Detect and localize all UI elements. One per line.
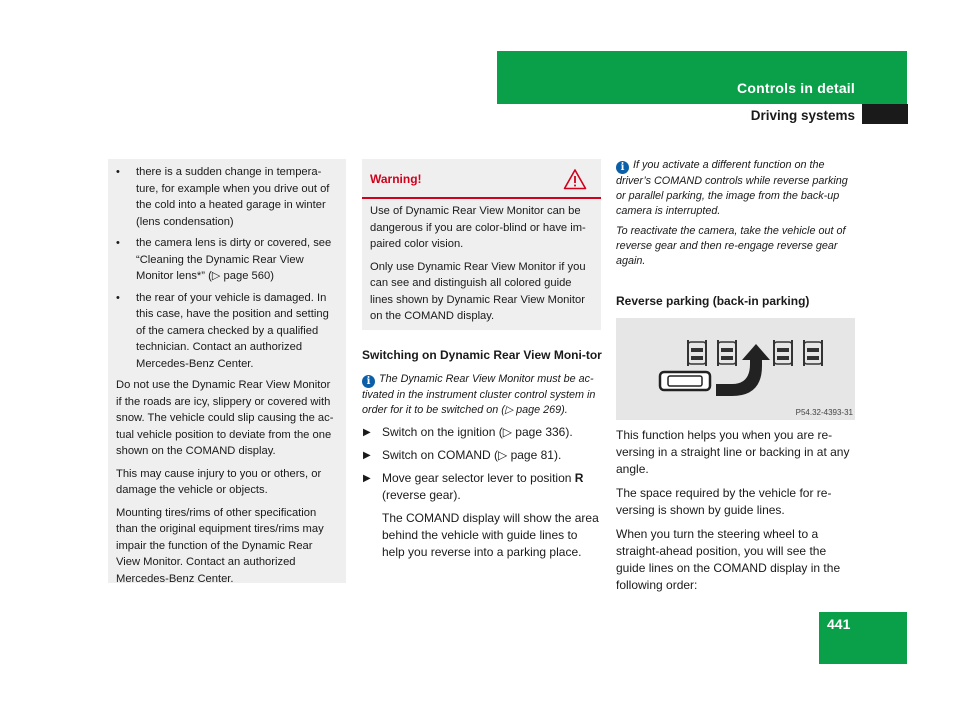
info-note: i If you activate a different function on the driver’s COMAND controls while reverse parking or parallel parking, the image from the back-up camera is interrupted. (616, 159, 848, 217)
section-title: Controls in detail (737, 80, 855, 96)
step-arrow-icon: ▶ (363, 450, 371, 461)
list-item: • the camera lens is dirty or covered, see “Cleaning the Dynamic Rear View Monitor lens*” (▷ page 560) (116, 237, 332, 282)
section-heading: Switching on Dynamic Rear View Moni-tor (362, 348, 602, 362)
page-number-box (819, 612, 907, 664)
step-arrow-icon: ▶ (363, 473, 371, 484)
info-icon: i (616, 161, 629, 174)
bullet-icon: • (116, 237, 120, 249)
info-icon: i (362, 375, 375, 388)
paragraph: Only use Dynamic Rear View Monitor if you can see and distinguish all colored guide lines shown by Dynamic Rear View Monitor on the COMAND display. (370, 260, 586, 322)
paragraph: The space required by the vehicle for re-versing is shown by guide lines. (616, 486, 832, 517)
section-heading: Reverse parking (back-in parking) (616, 294, 810, 308)
step-item: ▶ Move gear selector lever to position R (reverse gear). (363, 471, 584, 502)
switching-on-section (362, 347, 602, 561)
step-item: ▶ Switch on the ignition (▷ page 336). (363, 425, 573, 439)
subsection-marker (862, 104, 908, 124)
list-item: • there is a sudden change in tempera-ture, for example when you drive out of the cold into a heated garage in winter (lens condensation) (116, 166, 330, 228)
paragraph: This function helps you when you are re-versing in a straight line or backing in at any angle. (616, 428, 850, 476)
page-number: 441 (827, 616, 851, 632)
list-item: • the rear of your vehicle is damaged. In this case, have the position and setting of the camera checked by a qualified technician. Contact an authorized Mercedes-Benz Center. (116, 291, 329, 370)
bullet-icon: • (116, 291, 120, 304)
paragraph: When you turn the steering wheel to a straight-ahead position, you will see the guide lines on the COMAND display in the following order: (616, 527, 841, 592)
gear-position: R (574, 471, 584, 485)
warning-title: Warning! (370, 172, 422, 186)
continued-warning-box (108, 159, 346, 583)
paragraph: Use of Dynamic Rear View Monitor can be dangerous if you are color-blind or have im-paired color vision. (370, 205, 586, 250)
reverse-parking-section (616, 158, 856, 594)
info-note: i The Dynamic Rear View Monitor must be ac-tivated in the instrument cluster control system in order for it to be switched on (▷ page 269). (362, 373, 596, 416)
parking-diagram-icon (616, 318, 855, 420)
step-result: The COMAND display will show the area behind the vehicle with guide lines to help you reverse into a parking place. (382, 511, 599, 559)
reverse-parking-figure (616, 318, 855, 420)
step-arrow-icon: ▶ (363, 427, 371, 438)
paragraph: This may cause injury to you or others, or damage the vehicle or objects. (116, 467, 322, 496)
figure-code: P54.32-4393-31 (795, 408, 853, 417)
paragraph: Do not use the Dynamic Rear View Monitor if the roads are icy, slippery or covered with snow. The vehicle could slip causing the ac-tual vehicle position to deviate from the one shown on the COMAND display. (116, 379, 334, 457)
info-note: To reactivate the camera, take the vehicle out of reverse gear and then re-engage reverse gear again. (616, 225, 846, 267)
bullet-icon: • (116, 166, 120, 178)
subsection-title: Driving systems (750, 108, 855, 123)
warning-box (362, 159, 601, 330)
paragraph: Mounting tires/rims of other specification than the original equipment tires/rims may impair the function of the Dynamic Rear View Monitor. Contact an authorized Mercedes-Benz Center. (116, 506, 324, 585)
step-item: ▶ Switch on COMAND (▷ page 81). (363, 448, 562, 462)
warning-header (362, 159, 601, 199)
header-bar (497, 51, 907, 104)
warning-triangle-icon (563, 168, 587, 190)
